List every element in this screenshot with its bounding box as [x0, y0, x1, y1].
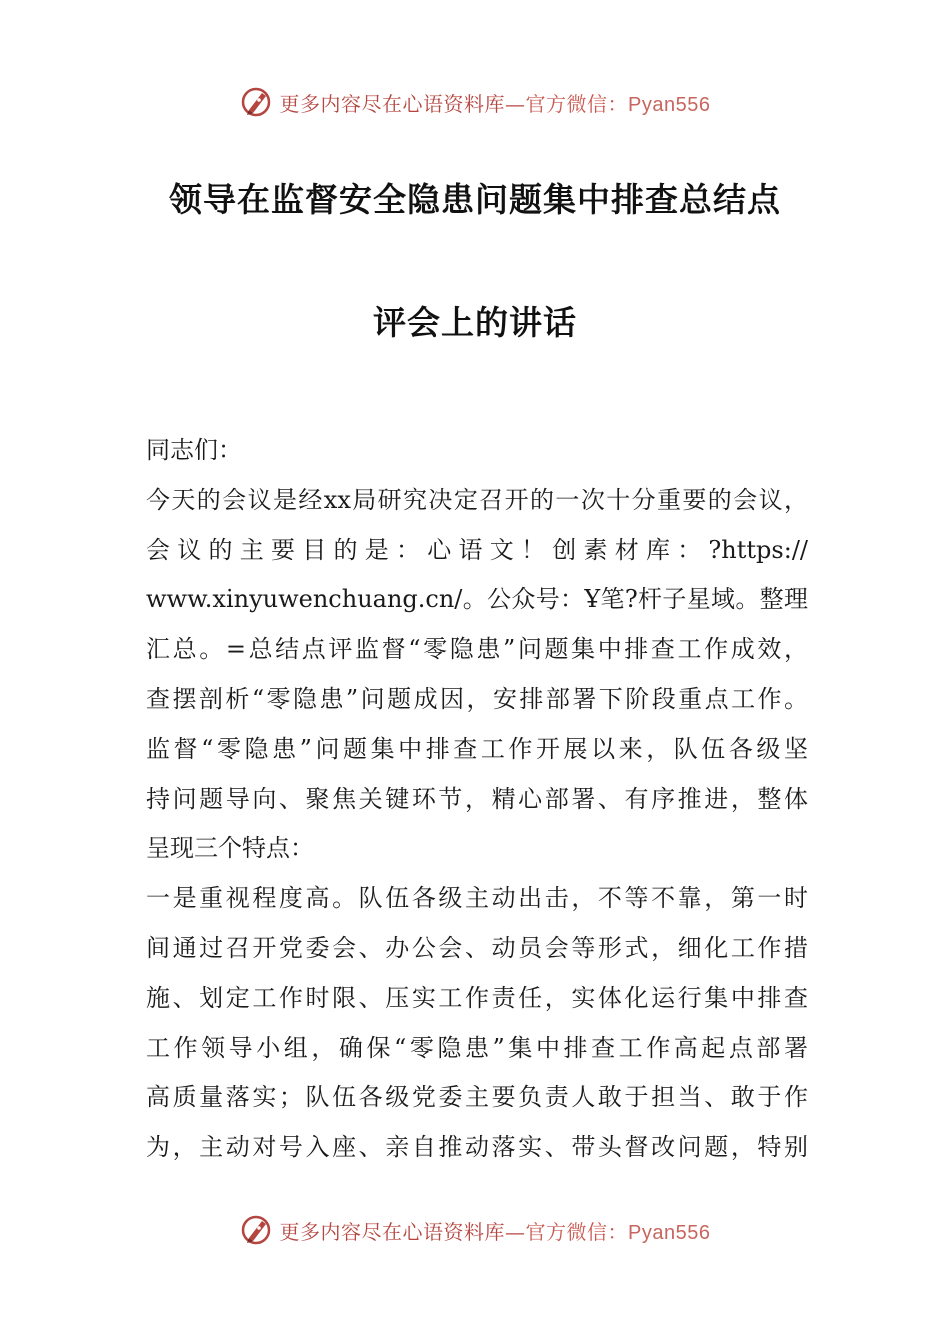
- body-line: 呈现三个特点：: [146, 834, 314, 863]
- body-line: 查摆剖析“零隐患”问题成因，安排部署下阶段重点工作。: [146, 684, 808, 713]
- body-line: 施、划定工作时限、压实工作责任，实体化运行集中排查: [146, 983, 808, 1012]
- banner-dash: —: [505, 91, 526, 116]
- body-line: 间通过召开党委会、办公会、动员会等形式，细化工作措: [146, 933, 808, 962]
- body-line: 监督“零隐患”问题集中排查工作开展以来，队伍各级坚: [146, 734, 808, 763]
- body-line: 今天的会议是经xx局研究决定召开的一次十分重要的会议，: [146, 485, 808, 514]
- body-line: 汇总。=总结点评监督“零隐患”问题集中排查工作成效，: [146, 635, 808, 664]
- body-line: 会议的主要目的是：心语文！创素材库：?https://: [146, 535, 808, 564]
- body-line: 一是重视程度高。队伍各级主动出击，不等不靠，第一时: [146, 884, 808, 913]
- document-body: [146, 426, 808, 1173]
- banner-main-text: 更多内容尽在心语资料库: [279, 91, 506, 116]
- pen-nib-logo-icon: [240, 85, 274, 119]
- banner-text: [280, 1216, 711, 1245]
- pen-nib-logo-icon: [240, 1213, 274, 1247]
- body-line: 持问题导向、聚焦关键环节，精心部署、有序推进，整体: [146, 784, 808, 813]
- footer-banner: [0, 1210, 950, 1250]
- banner-wechat-label: 官方微信：: [525, 91, 629, 116]
- page-title-line-2: 评会上的讲话: [373, 303, 577, 342]
- page-title-line-1: 领导在监督安全隐患问题集中排查总结点: [169, 180, 781, 219]
- banner-wechat-label: 官方微信：: [525, 1219, 629, 1244]
- body-line: www.xinyuwenchuang.cn/。公众号：Ұ笔?杆子星域。整理: [146, 585, 808, 614]
- header-banner: [0, 82, 950, 122]
- body-line: 工作领导小组，确保“零隐患”集中排查工作高起点部署: [146, 1033, 808, 1062]
- body-line: 为，主动对号入座、亲自推动落实、带头督改问题，特别: [146, 1133, 808, 1162]
- body-line: 同志们：: [146, 436, 242, 464]
- banner-text: [280, 88, 711, 117]
- banner-dash: —: [505, 1219, 526, 1244]
- banner-main-text: 更多内容尽在心语资料库: [279, 1219, 506, 1244]
- banner-wechat-id: Pyan556: [628, 93, 711, 116]
- banner-wechat-id: Pyan556: [628, 1221, 711, 1244]
- body-line: 高质量落实；队伍各级党委主要负责人敢于担当、敢于作: [146, 1083, 808, 1112]
